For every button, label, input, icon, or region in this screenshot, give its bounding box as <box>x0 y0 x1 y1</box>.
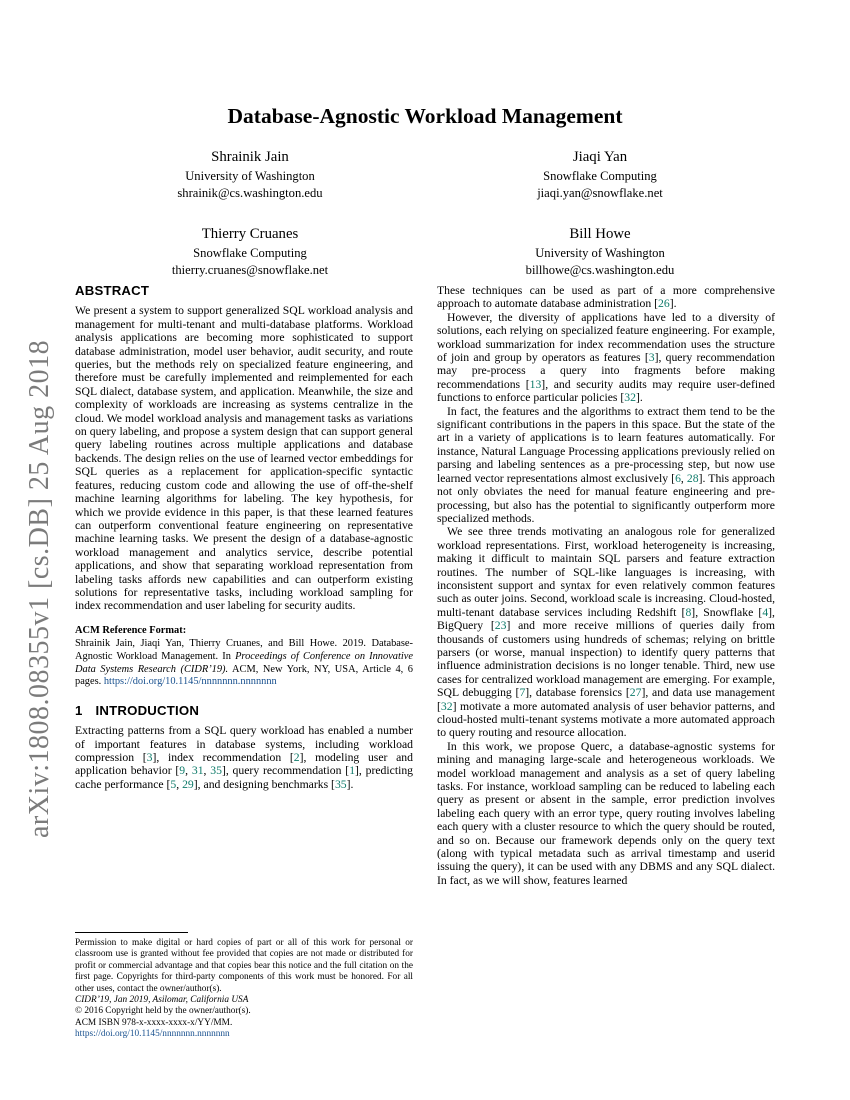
paragraph: We see three trends motivating an analogous role for generalized workload representations. First, workload heterogeneity is increasing, making it difficult to maintain SQL parsers and feature extraction routines. The number of SQL-like languages is increasing, with inconsistent support and syntax for even relatively common features such as outer joins. Second, workload scale is increasing. Cloud-hosted, multi-tenant database services including Redshift [8], Snowflake [4], BigQuery [23] and more receive millions of queries daily from thousands of customers using hundreds of schemas; relying on brittle parsers (or worse, manual inspection) to identify query patterns that influence administration decisions is no longer tenable. Third, new use cases for centralized workload management are emerging. For example, SQL debugging [7], database forensics [27], and data use management [32] motivate a more automated analysis of user behavior patterns, and cloud-hosted multi-tenant systems motivate a more automated approach to query routing and resource allocation. <box>437 525 775 740</box>
citation-link[interactable]: 28 <box>686 471 699 485</box>
citation-link[interactable]: 7 <box>519 686 526 700</box>
citation-link[interactable]: 27 <box>629 686 642 700</box>
footnote-doi-link[interactable]: https://doi.org/10.1145/nnnnnnn.nnnnnnn <box>75 1029 230 1040</box>
citation-link[interactable]: 13 <box>529 377 542 391</box>
author-email: thierry.cruanes@snowflake.net <box>171 262 329 277</box>
paragraph: These techniques can be used as part of a more comprehensive approach to automate database administration [26]. <box>437 284 775 311</box>
author-affiliation: University of Washington <box>185 169 315 184</box>
paragraph: However, the diversity of applications have led to a diversity of solutions, each relying on specialized feature engineering. For example, workload summarization for index recommendation uses the structure of join and group by operators as features [3], query recommendation may pre-process a query into fragments before making recommendations [13], and security audits may require user-defined functions to enforce particular policies [32]. <box>437 310 776 405</box>
abstract-text: We present a system to support generalized SQL workload analysis and management for multi-tenant and multi-database platforms. Workload analysis applications are becoming more sophisticated to support database administration, model user behavior, audit security, and route queries, but the methods rely on specialized feature engineering, and therefore must be carefully implemented and reimplemented for each SQL dialect, database system, and application. Meanwhile, the size and complexity of workloads are increasing as systems centralize in the cloud. We model workload analysis and management tasks as variations on query labeling, and propose a system design that can support general query labeling routines across multiple applications and database backends. The design relies on the use of learned vector embeddings for SQL queries as a replacement for application-specific syntactic features, reducing custom code and allowing the use of off-the-shelf machine learning algorithms for labeling. The key hypothesis, for which we provide evidence in this paper, is that these learned features can outperform conventional feature engineering on representative machine learning tasks. We present the design of a database-agnostic workload management and analytics service, describe potential applications, and show that separating workload representation from labeling tasks affords new capabilities and can outperform existing solutions for representative tasks, including workload sampling for index recommendation and user labeling for security audits. <box>75 304 413 613</box>
citation-link[interactable]: 26 <box>658 297 670 311</box>
right-column <box>437 284 775 887</box>
acm-reference-heading: ACM Reference Format: <box>75 624 187 636</box>
doi-link[interactable]: https://doi.org/10.1145/nnnnnnn.nnnnnnn <box>103 676 277 688</box>
citation-link[interactable]: 1 <box>349 764 356 778</box>
author-affiliation: University of Washington <box>535 246 665 261</box>
citation-link[interactable]: 4 <box>762 605 769 619</box>
introduction-paragraph: Extracting patterns from a SQL query workload has enabled a number of important features in database systems, including workload compression [3], index recommendation [2], modeling user and application behavior [9, 31, 35], query recommendation [1], predicting cache performance [5, 29], and designing benchmarks [35]. <box>75 724 414 791</box>
author-2 <box>425 148 775 201</box>
citation-link[interactable]: 9 <box>179 764 186 778</box>
citation-link[interactable]: 23 <box>494 619 507 633</box>
author-email: billhowe@cs.washington.edu <box>525 262 675 277</box>
footnote-copyright: © 2016 Copyright held by the owner/author(s). <box>75 1006 251 1017</box>
abstract-heading: ABSTRACT <box>75 283 150 298</box>
author-name: Shrainik Jain <box>211 149 289 165</box>
section-heading-introduction <box>75 704 413 717</box>
acm-reference-text: Shrainik Jain, Jiaqi Yan, Thierry Cruanes, and Bill Howe. 2019. Database-Agnostic Workload Management. In Proceedings of Conference on Innovative Data Systems Research (CIDR’19). ACM, New York, NY, USA, Article 4, 6 pages. https://doi.org/10.1145/nnnnnnn.nnnnnnn <box>75 638 413 688</box>
citation-link[interactable]: 35 <box>334 777 347 791</box>
author-affiliation: Snowflake Computing <box>193 246 307 261</box>
citation-link[interactable]: 8 <box>685 605 692 619</box>
arxiv-watermark: arXiv:1808.08355v1 [cs.DB] 25 Aug 2018 <box>24 339 55 838</box>
acm-reference-format <box>75 625 413 689</box>
citation-link[interactable]: 35 <box>210 764 222 778</box>
footnote-isbn: ACM ISBN 978-x-xxxx-xxxx-x/YY/MM. <box>75 1017 233 1028</box>
author-4 <box>425 225 775 278</box>
section-number: 1 <box>75 702 83 718</box>
citation-link[interactable]: 2 <box>293 750 300 764</box>
citation-link[interactable]: 3 <box>146 750 153 764</box>
footnote-permission: Permission to make digital or hard copies of part or all of this work for personal or classroom use is granted without fee provided that copies are not made or distributed for profit or commercial advantage and that copies bear this notice and the full citation on the first page. Copyrights for third-party components of this work must be honored. For all other uses, contact the owner/author(s). <box>75 938 413 994</box>
section-title: INTRODUCTION <box>95 702 200 718</box>
footnote-venue: CIDR’19, Jan 2019, Asilomar, California USA <box>75 995 249 1006</box>
copyright-footnote <box>75 932 413 1041</box>
footnote-rule <box>75 932 188 933</box>
citation-link[interactable]: 3 <box>648 351 655 365</box>
citation-link[interactable]: 29 <box>182 777 194 791</box>
paragraph: In fact, the features and the algorithms to extract them tend to be the significant contributions in the papers in this space. But the state of the art in a variety of applications is to learn features automatically. For instance, Natural Language Processing applications previously relied on parsing and labeling sentences as a pre-processing step, but now use learned vector representations almost exclusively [6, 28]. This approach not only obviates the need for manual feature engineering and pre-processing, but also has the potential to significantly outperform more specialized methods. <box>437 404 775 525</box>
paper-title: Database-Agnostic Workload Management <box>227 104 623 128</box>
author-name: Thierry Cruanes <box>201 225 299 242</box>
citation-link[interactable]: 31 <box>191 764 204 778</box>
author-affiliation: Snowflake Computing <box>543 169 657 184</box>
left-column <box>75 284 413 791</box>
author-1 <box>75 148 425 201</box>
author-block <box>75 148 775 278</box>
citation-link[interactable]: 5 <box>170 777 177 791</box>
author-email: jiaqi.yan@snowflake.net <box>537 185 663 200</box>
author-3 <box>75 225 425 278</box>
author-name: Bill Howe <box>569 225 631 242</box>
author-email: shrainik@cs.washington.edu <box>177 185 323 200</box>
citation-link[interactable]: 32 <box>624 391 636 405</box>
citation-link[interactable]: 32 <box>440 699 453 713</box>
citation-link[interactable]: 6 <box>675 471 681 485</box>
paragraph: In this work, we propose Querc, a database-agnostic systems for mining and managing large-scale and heterogeneous workloads. We model workload management and analysis as a set of query labeling tasks. For instance, workload sampling can be reduced to labeling each query as present or absent in the sample, error prediction involves labeling each query with an error type, query routing involves labeling each query with a cluster resource to which the query should be routed, and so on. Because our framework depends only on the query text (along with typical metadata such as arrival timestamp and userid issuing the query), it can be used with any DBMS and any SQL dialect. In fact, as we will show, features learned <box>437 739 775 887</box>
author-name: Jiaqi Yan <box>572 149 628 165</box>
